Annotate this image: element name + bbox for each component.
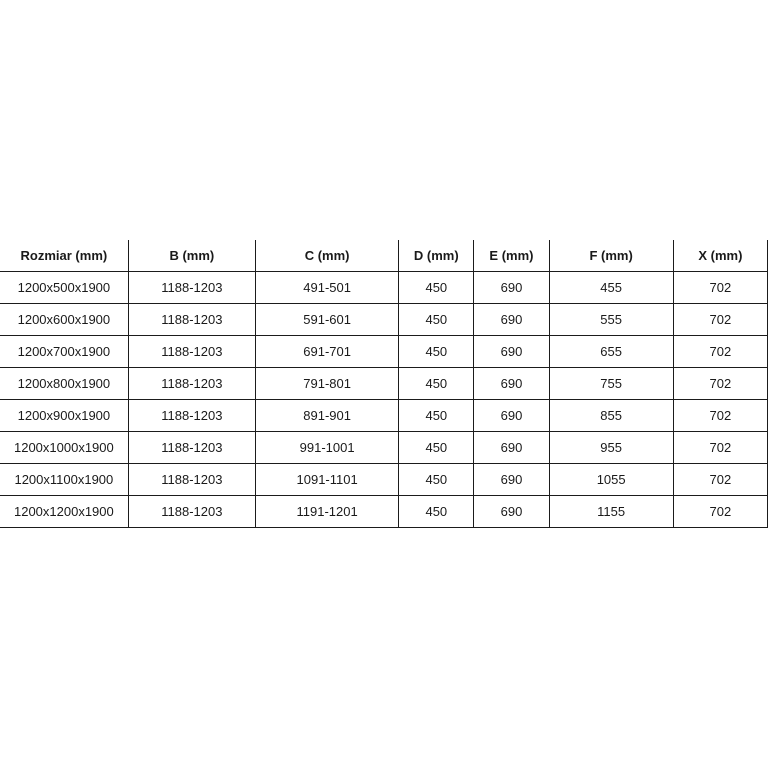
table-cell: 702	[673, 464, 767, 496]
header-cell-f: F (mm)	[549, 240, 673, 272]
table-cell: 1200x1000x1900	[0, 432, 128, 464]
table-row	[0, 432, 768, 464]
table-cell: 555	[549, 304, 673, 336]
table-cell: 455	[549, 272, 673, 304]
table-cell: 1188-1203	[128, 432, 255, 464]
table-cell: 791-801	[255, 368, 398, 400]
table-cell: 591-601	[255, 304, 398, 336]
table-cell: 1188-1203	[128, 400, 255, 432]
table-cell: 855	[549, 400, 673, 432]
table-cell: 450	[399, 464, 474, 496]
table-cell: 450	[399, 336, 474, 368]
table-cell: 1188-1203	[128, 496, 255, 528]
table-cell: 1191-1201	[255, 496, 398, 528]
table-cell: 690	[474, 496, 549, 528]
table-cell: 450	[399, 432, 474, 464]
table-cell: 491-501	[255, 272, 398, 304]
table-cell: 1188-1203	[128, 368, 255, 400]
table-cell: 450	[399, 368, 474, 400]
table-cell: 1200x1100x1900	[0, 464, 128, 496]
table-cell: 1091-1101	[255, 464, 398, 496]
table-cell: 690	[474, 304, 549, 336]
table-cell: 955	[549, 432, 673, 464]
table-cell: 1188-1203	[128, 336, 255, 368]
header-cell-b: B (mm)	[128, 240, 255, 272]
table-row	[0, 336, 768, 368]
table-row	[0, 496, 768, 528]
header-cell-e: E (mm)	[474, 240, 549, 272]
header-cell-x: X (mm)	[673, 240, 767, 272]
table-row	[0, 400, 768, 432]
table-cell: 702	[673, 400, 767, 432]
header-cell-c: C (mm)	[255, 240, 398, 272]
table-cell: 655	[549, 336, 673, 368]
header-row	[0, 240, 768, 272]
table-cell: 755	[549, 368, 673, 400]
table-cell: 690	[474, 368, 549, 400]
table-row	[0, 272, 768, 304]
table-cell: 450	[399, 496, 474, 528]
table-row	[0, 464, 768, 496]
table-cell: 1188-1203	[128, 272, 255, 304]
table-cell: 1200x900x1900	[0, 400, 128, 432]
table-cell: 891-901	[255, 400, 398, 432]
table-cell: 690	[474, 336, 549, 368]
table-cell: 450	[399, 272, 474, 304]
table-cell: 1188-1203	[128, 304, 255, 336]
table-cell: 1200x500x1900	[0, 272, 128, 304]
table-cell: 691-701	[255, 336, 398, 368]
table-cell: 702	[673, 368, 767, 400]
table-cell: 1188-1203	[128, 464, 255, 496]
table-body	[0, 272, 768, 528]
table-row	[0, 368, 768, 400]
table-cell: 690	[474, 400, 549, 432]
table-cell: 1200x600x1900	[0, 304, 128, 336]
table-header	[0, 240, 768, 272]
table-cell: 690	[474, 432, 549, 464]
table-cell: 1055	[549, 464, 673, 496]
header-cell-d: D (mm)	[399, 240, 474, 272]
table-cell: 702	[673, 304, 767, 336]
table-cell: 1155	[549, 496, 673, 528]
table-cell: 690	[474, 464, 549, 496]
table-cell: 702	[673, 336, 767, 368]
table-cell: 690	[474, 272, 549, 304]
header-cell-rozmiar: Rozmiar (mm)	[0, 240, 128, 272]
table-cell: 702	[673, 432, 767, 464]
table-cell: 702	[673, 496, 767, 528]
table-cell: 702	[673, 272, 767, 304]
table-cell: 1200x800x1900	[0, 368, 128, 400]
table-cell: 1200x700x1900	[0, 336, 128, 368]
spec-table	[0, 240, 768, 528]
table-cell: 991-1001	[255, 432, 398, 464]
table-row	[0, 304, 768, 336]
table-cell: 450	[399, 304, 474, 336]
table-cell: 450	[399, 400, 474, 432]
table-cell: 1200x1200x1900	[0, 496, 128, 528]
